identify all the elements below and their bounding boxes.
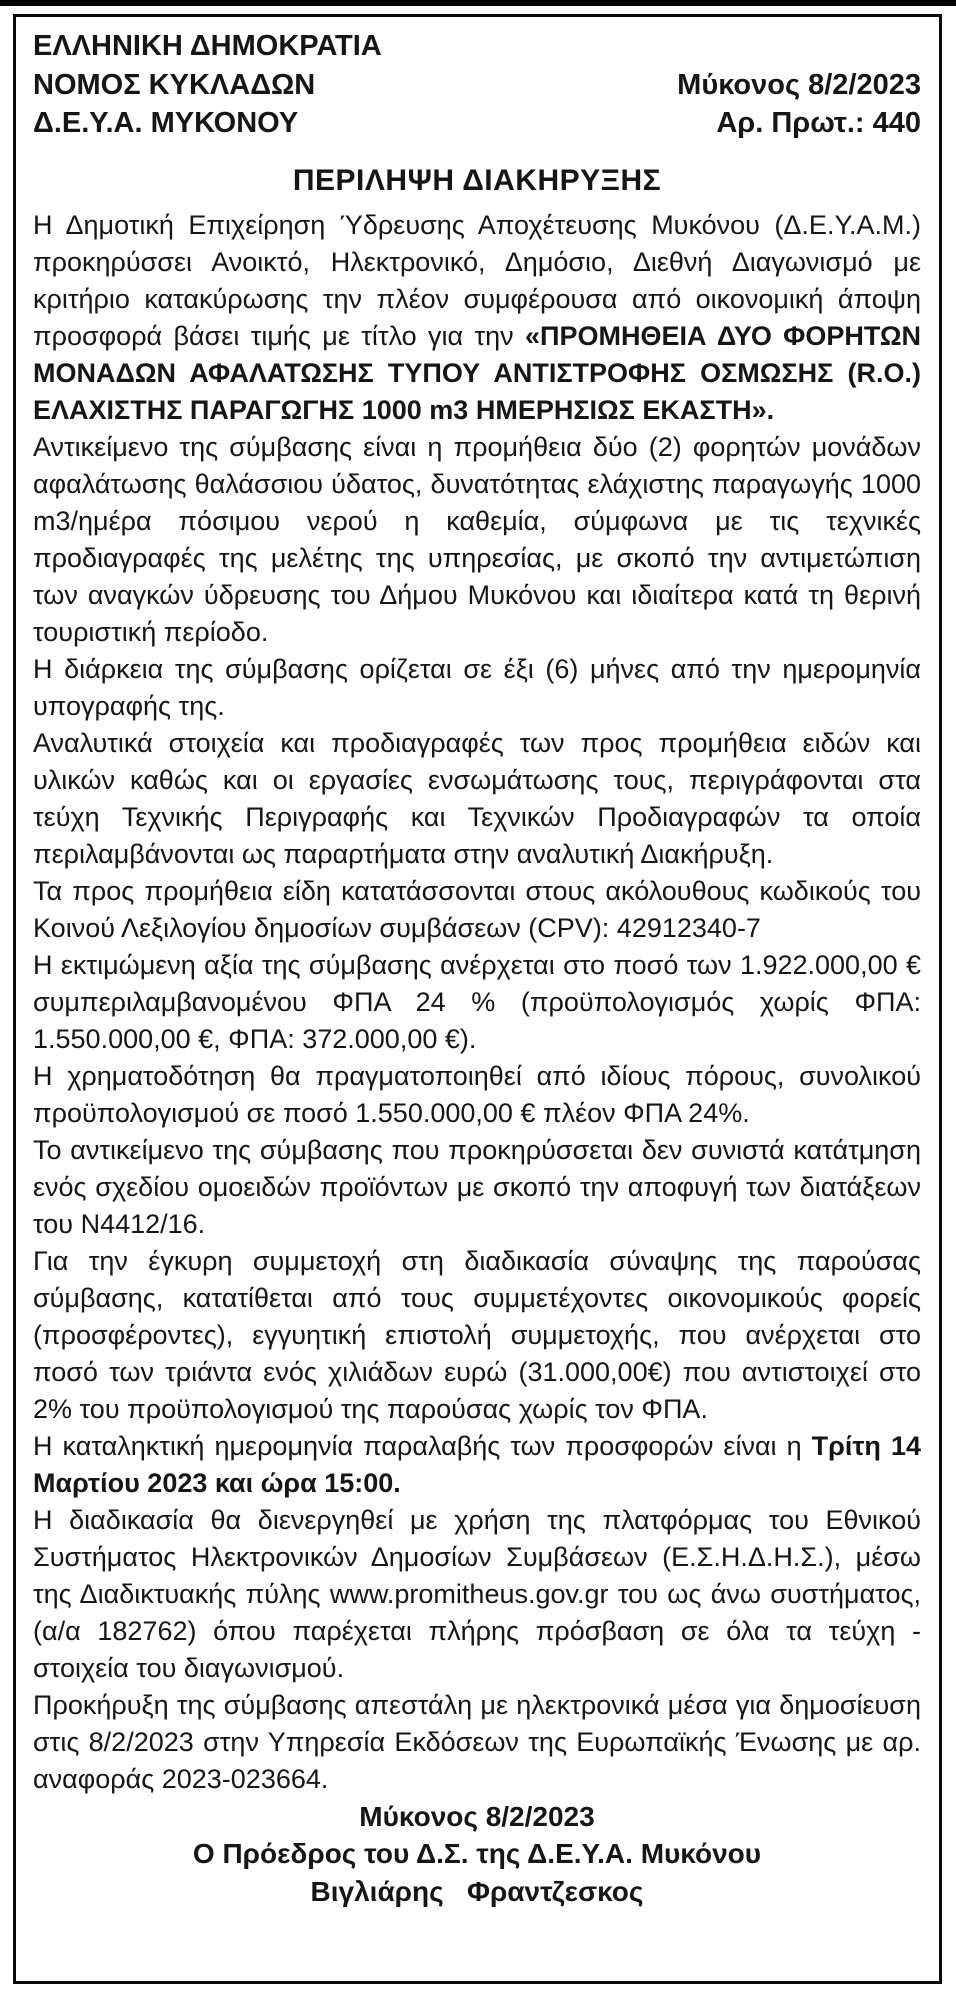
paragraph: [33, 1428, 921, 1502]
text-segment: Το αντικείμενο της σύμβασης που προκηρύσσεται δεν συνιστά κατάτμηση ενός σχεδίου ομοειδών προϊόντων με σκοπό την αποφυγή των διατάξεων του Ν4412/16.: [33, 1134, 921, 1239]
paragraph: [33, 207, 921, 429]
bold-text-segment: Τρίτη 14 Μαρτίου 2023 και ώρα 15:00.: [33, 1430, 921, 1498]
text-segment: Προκήρυξη της σύμβασης απεστάλη με ηλεκτρονικά μέσα για δημοσίευση στις 8/2/2023 στην Υπηρεσία Εκδόσεων της Ευρωπαϊκής Ένωσης με αρ. αναφοράς 2023-023664.: [33, 1689, 921, 1794]
signatory-name: Βιγλιάρης Φραντζεσκος: [310, 1875, 644, 1907]
text-segment: Τα προς προμήθεια είδη κατατάσσονται στους ακόλουθους κωδικούς του Κοινού Λεξιλογίου δημοσίων συμβάσεων (CPV): 42912340-7: [33, 875, 921, 943]
closing-place-date: Μύκονος 8/2/2023: [359, 1800, 595, 1832]
text-segment: Η καταληκτική ημερομηνία παραλαβής των προσφορών είναι η: [33, 1430, 812, 1461]
text-segment: Για την έγκυρη συμμετοχή στη διαδικασία σύναψης της παρούσας σύμβασης, κατατίθεται από τους συμμετέχοντες οικονομικούς φορείς (προσφέροντες), εγγυητική επιστολή συμμετοχής, που ανέρχεται στο ποσό των τριάντα ενός χιλιάδων ευρώ (31.000,00€) που αντιστοιχεί στο 2% του προϋπολογισμού της παρούσας χωρίς τον ΦΠΑ.: [33, 1245, 921, 1424]
document-title: ΠΕΡΙΛΗΨΗ ΔΙΑΚΗΡΥΞΗΣ: [292, 163, 662, 197]
paragraph: [33, 1132, 921, 1243]
paragraph: [33, 1502, 921, 1687]
bold-text-segment: «ΠΡΟΜΗΘΕΙΑ ΔΥΟ ΦΟΡΗΤΩΝ ΜΟΝΑΔΩΝ ΑΦΑΛΑΤΩΣΗΣ ΤΥΠΟΥ ΑΝΤΙΣΤΡΟΦΗΣ ΟΣΜΩΣΗΣ (R.O.) ΕΛΑΧΙΣΤΗΣ ΠΑΡΑΓΩΓΗΣ 1000 m3 ΗΜΕΡΗΣΙΩΣ ΕΚΑΣΤΗ».: [33, 320, 921, 425]
document-header: [33, 27, 921, 143]
org-prefecture-line: ΝΟΜΟΣ ΚΥΚΛΑΔΩΝ: [33, 68, 316, 101]
header-row: [33, 104, 921, 143]
header-row: [33, 66, 921, 105]
header-row: [33, 27, 921, 66]
signatory-title: Ο Πρόεδρος του Δ.Σ. της Δ.Ε.Υ.Α. Μυκόνου: [192, 1838, 762, 1869]
protocol-number: Αρ. Πρωτ.: 440: [716, 107, 921, 139]
paragraph: [33, 1687, 921, 1798]
place-date: Μύκονος 8/2/2023: [677, 68, 921, 101]
paragraph: [33, 651, 921, 725]
paragraph: [33, 725, 921, 873]
paragraph: [33, 1058, 921, 1132]
text-segment: Η χρηματοδότηση θα πραγματοποιηθεί από ιδίους πόρους, συνολικού προϋπολογισμού σε ποσό 1.550.000,00 € πλέον ΦΠΑ 24%.: [33, 1060, 921, 1128]
text-segment: Η εκτιμώμενη αξία της σύμβασης ανέρχεται στο ποσό των 1.922.000,00 € συμπεριλαμβανομένου ΦΠΑ 24 % (προϋπολογισμός χωρίς ΦΠΑ: 1.550.000,00 €, ΦΠΑ: 372.000,00 €).: [33, 949, 921, 1054]
document-footer: [33, 1798, 921, 1911]
text-segment: Η διάρκεια της σύμβασης ορίζεται σε έξι (6) μήνες από την ημερομηνία υπογραφής της.: [33, 653, 921, 721]
body-paragraphs: [33, 207, 921, 1798]
paragraph: [33, 1243, 921, 1428]
text-segment: Αντικείμενο της σύμβασης είναι η προμήθεια δύο (2) φορητών μονάδων αφαλάτωσης θαλάσσιου ύδατος, δυνατότητας ελάχιστης παραγωγής 1000 m3/ημέρα πόσιμου νερού η καθεμία, σύμφωνα με τις τεχνικές προδιαγραφές της μελέτης της υπηρεσίας, με σκοπό την αντιμετώπιση των αναγκών ύδρευσης του Δήμου Μυκόνου και ιδιαίτερα κατά τη θερινή τουριστική περίοδο.: [33, 431, 921, 647]
paragraph: [33, 429, 921, 651]
text-segment: Η Δημοτική Επιχείρηση Ύδρευσης Αποχέτευσης Μυκόνου (Δ.Ε.Υ.Α.Μ.) προκηρύσσει Ανοικτό, Ηλεκτρονικό, Δημόσιο, Διεθνή Διαγωνισμό με κριτήριο κατακύρωσης την πλέον συμφέρουσα από οικονομική άποψη προσφορά βάσει τιμής με τίτλο για την: [33, 209, 921, 351]
org-country-line: ΕΛΛΗΝΙΚΗ ΔΗΜΟΚΡΑΤΙΑ: [33, 30, 382, 62]
paragraph: [33, 947, 921, 1058]
text-segment: Η διαδικασία θα διενεργηθεί με χρήση της πλατφόρμας του Εθνικού Συστήματος Ηλεκτρονικών Δημοσίων Συμβάσεων (Ε.Σ.Η.Δ.Η.Σ.), μέσω της Διαδικτυακής πύλης www.promitheus.gov.gr του ως άνω συστήματος, (α/α 182762) όπου παρέχεται πλήρης πρόσβαση σε όλα τα τεύχη - στοιχεία του διαγωνισμού.: [33, 1504, 921, 1683]
paragraph: [33, 873, 921, 947]
text-segment: Αναλυτικά στοιχεία και προδιαγραφές των προς προμήθεια ειδών και υλικών καθώς και οι εργασίες ενσωμάτωσης τους, περιγράφονται στα τεύχη Τεχνικής Περιγραφής και Τεχνικών Προδιαγραφών τα οποία περιλαμβάνονται ως παραρτήματα στην αναλυτική Διακήρυξη.: [33, 727, 921, 869]
org-entity-line: Δ.Ε.Υ.Α. ΜΥΚΟΝΟΥ: [33, 107, 299, 139]
document-border-frame: [13, 14, 942, 1984]
scan-edge-bar: [0, 0, 956, 6]
